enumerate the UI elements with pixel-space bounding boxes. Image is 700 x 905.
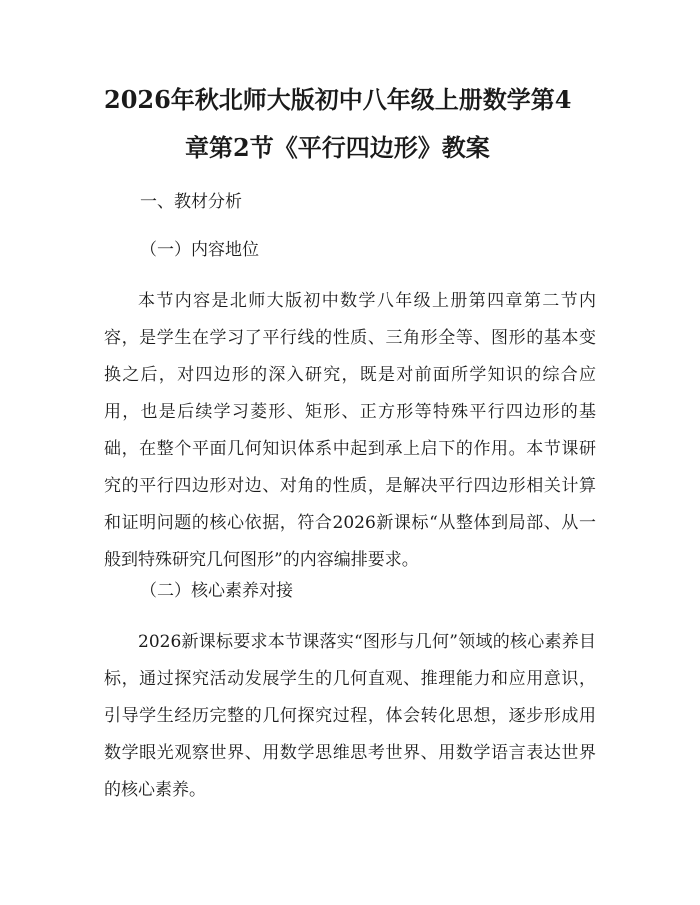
section-heading-teaching-material-analysis: 一、教材分析 (140, 192, 242, 212)
paragraph-content-position: 本节内容是北师大版初中数学八年级上册第四章第二节内容，是学生在学习了平行线的性质、三角形全等、图形的基本变换之后，对四边形的深入研究，既是对前面所学知识的综合应用，也是后续学习菱形、矩形、正方形等特殊平行四边形的基础，在整个平面几何知识体系中起到承上启下的作用。本节课研究的平行四边形对边、对角的性质，是解决平行四边形相关计算和证明问题的核心依据，符合2026新课标“从整体到局部、从一般到特殊研究几何图形”的内容编排要求。 (104, 291, 596, 570)
paragraph-core-literacy: 2026新课标要求本节课落实“图形与几何”领域的核心素养目标，通过探究活动发展学生的几何直观、推理能力和应用意识，引导学生经历完整的几何探究过程，体会转化思想，逐步形成用数学眼光观察世界、用数学思维思考世界、用数学语言表达世界的核心素养。 (104, 632, 596, 800)
document-title-line-2: 章第2节《平行四边形》教案 (185, 133, 490, 162)
subsection-heading-content-position: （一）内容地位 (140, 240, 259, 260)
document-title-line-1: 2026年秋北师大版初中八年级上册数学第4 (104, 85, 572, 114)
subsection-heading-core-literacy: （二）核心素养对接 (140, 581, 293, 601)
